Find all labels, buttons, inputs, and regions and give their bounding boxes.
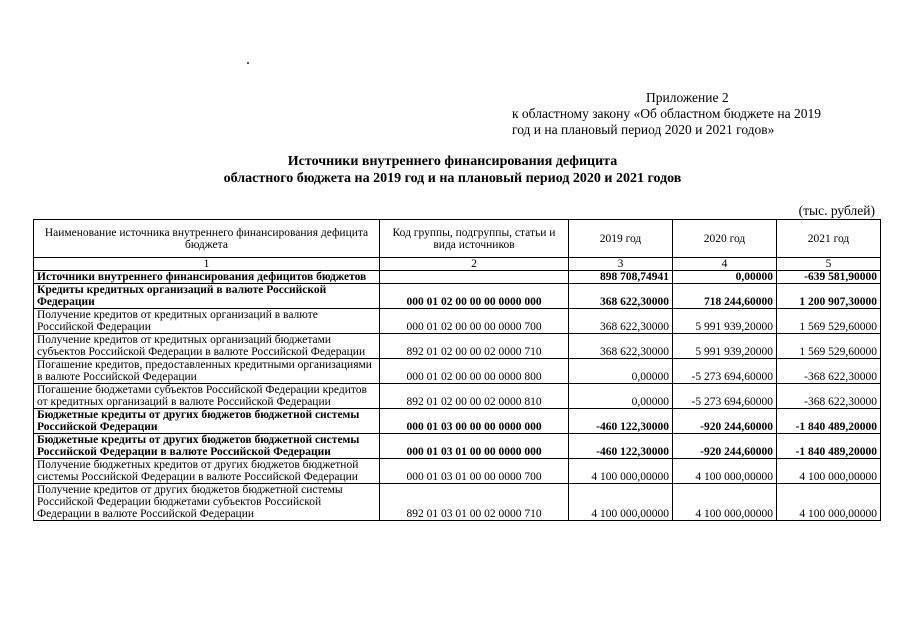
column-number: 4 (673, 258, 777, 271)
row-name: Бюджетные кредиты от других бюджетов бюджетной системы Российской Федерации в валюте Российской Федерации (34, 434, 380, 459)
stray-mark (247, 62, 249, 64)
title-line-2: областного бюджета на 2019 год и на плановый период 2020 и 2021 годов (223, 171, 682, 186)
row-name: Кредиты кредитных организаций в валюте Российской Федерации (34, 284, 380, 309)
table-row (34, 434, 881, 459)
row-code: 892 01 02 00 00 02 0000 710 (380, 334, 569, 359)
row-2019: 0,00000 (569, 384, 673, 409)
row-2020: -920 244,60000 (673, 409, 777, 434)
row-2021: 4 100 000,00000 (777, 484, 881, 521)
appendix-note (512, 90, 878, 138)
row-name: Получение кредитов от других бюджетов бюджетной системы Российской Федерации бюджетами субъектов Российской Федерации в валюте Российской Федерации (34, 484, 380, 521)
row-2019: 368 622,30000 (569, 284, 673, 309)
table-row (34, 484, 881, 521)
row-name: Погашение кредитов, предоставленных кредитными организациями в валюте Российской Федерации (34, 359, 380, 384)
table-row (34, 271, 881, 284)
appendix-line-3: год и на плановый период 2020 и 2021 годов» (512, 122, 775, 137)
row-code: 892 01 03 01 00 02 0000 710 (380, 484, 569, 521)
row-code: 000 01 02 00 00 00 0000 000 (380, 284, 569, 309)
table-row (34, 359, 881, 384)
header-2020: 2020 год (673, 220, 777, 258)
row-code: 000 01 03 01 00 00 0000 000 (380, 434, 569, 459)
row-name: Получение кредитов от кредитных организаций в валюте Российской Федерации (34, 309, 380, 334)
row-2020: 5 991 939,20000 (673, 309, 777, 334)
column-number: 5 (777, 258, 881, 271)
document-title (0, 153, 905, 187)
financing-table (33, 219, 881, 521)
table-row (34, 459, 881, 484)
row-2019: 368 622,30000 (569, 334, 673, 359)
row-2019: -460 122,30000 (569, 434, 673, 459)
row-2019: 4 100 000,00000 (569, 484, 673, 521)
row-2021: -639 581,90000 (777, 271, 881, 284)
table-row (34, 309, 881, 334)
table-row (34, 384, 881, 409)
row-code: 000 01 02 00 00 00 0000 700 (380, 309, 569, 334)
header-source-name: Наименование источника внутреннего финансирования дефицита бюджета (34, 220, 380, 258)
table-header-row (34, 220, 881, 258)
row-2019: 898 708,74941 (569, 271, 673, 284)
row-code: 892 01 02 00 00 02 0000 810 (380, 384, 569, 409)
row-2020: -920 244,60000 (673, 434, 777, 459)
row-name: Источники внутреннего финансирования дефицитов бюджетов (34, 271, 380, 284)
row-2021: 1 569 529,60000 (777, 334, 881, 359)
column-numbers-row (34, 258, 881, 271)
row-code: 000 01 03 01 00 00 0000 700 (380, 459, 569, 484)
row-2020: 0,00000 (673, 271, 777, 284)
row-name: Получение кредитов от кредитных организаций бюджетами субъектов Российской Федерации в валюте Российской Федерации (34, 334, 380, 359)
row-code: 000 01 02 00 00 00 0000 800 (380, 359, 569, 384)
table-row (34, 409, 881, 434)
row-2021: 1 200 907,30000 (777, 284, 881, 309)
table-row (34, 284, 881, 309)
row-2020: 5 991 939,20000 (673, 334, 777, 359)
row-2021: -1 840 489,20000 (777, 409, 881, 434)
row-2019: 0,00000 (569, 359, 673, 384)
header-code: Код группы, подгруппы, статьи и вида источников (380, 220, 569, 258)
row-2019: 4 100 000,00000 (569, 459, 673, 484)
row-2021: 4 100 000,00000 (777, 459, 881, 484)
row-2020: 4 100 000,00000 (673, 484, 777, 521)
row-2021: -368 622,30000 (777, 384, 881, 409)
row-2020: 4 100 000,00000 (673, 459, 777, 484)
column-number: 2 (380, 258, 569, 271)
table-row (34, 334, 881, 359)
row-2019: 368 622,30000 (569, 309, 673, 334)
row-name: Погашение бюджетами субъектов Российской Федерации кредитов от кредитных организаций в валюте Российской Федерации (34, 384, 380, 409)
row-2021: 1 569 529,60000 (777, 309, 881, 334)
header-2021: 2021 год (777, 220, 881, 258)
row-2020: -5 273 694,60000 (673, 359, 777, 384)
appendix-line-1: Приложение 2 (646, 90, 729, 105)
row-2021: -1 840 489,20000 (777, 434, 881, 459)
row-2019: -460 122,30000 (569, 409, 673, 434)
row-code: 000 01 03 00 00 00 0000 000 (380, 409, 569, 434)
row-2021: -368 622,30000 (777, 359, 881, 384)
header-2019: 2019 год (569, 220, 673, 258)
title-line-1: Источники внутреннего финансирования дефицита (287, 154, 618, 169)
units-label: (тыс. рублей) (798, 203, 875, 218)
row-name: Получение бюджетных кредитов от других бюджетов бюджетной системы Российской Федерации в валюте Российской Федерации (34, 459, 380, 484)
column-number: 1 (34, 258, 380, 271)
appendix-line-2: к областному закону «Об областном бюджете на 2019 (512, 106, 821, 121)
row-2020: -5 273 694,60000 (673, 384, 777, 409)
row-name: Бюджетные кредиты от других бюджетов бюджетной системы Российской Федерации (34, 409, 380, 434)
row-2020: 718 244,60000 (673, 284, 777, 309)
column-number: 3 (569, 258, 673, 271)
row-code (380, 271, 569, 284)
